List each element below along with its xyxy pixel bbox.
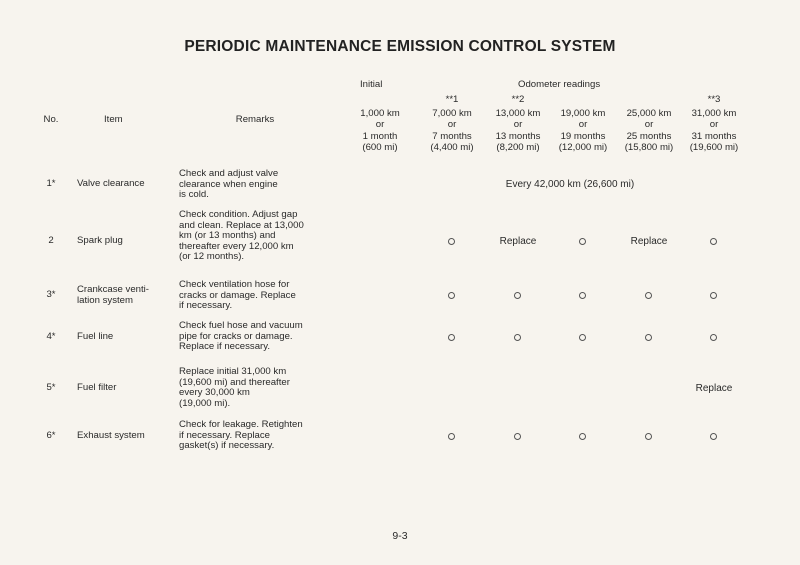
odometer-column-header	[614, 108, 684, 154]
inspect-circle-icon	[645, 334, 652, 341]
inspect-circle-icon	[448, 433, 455, 440]
row-number: 5*	[46, 382, 56, 393]
inspect-circle-icon	[448, 334, 455, 341]
row-remarks	[179, 210, 344, 263]
odometer-column-header	[548, 108, 618, 154]
odometer-header-line: 1,000 km	[360, 108, 400, 119]
inspect-circle-icon	[579, 433, 586, 440]
row-remarks	[179, 420, 344, 452]
row-number: 1*	[46, 178, 56, 189]
odometer-header-line: 25,000 km	[626, 108, 672, 119]
row-remark-line: Replace initial 31,000 km	[179, 366, 287, 377]
odometer-header-line: or	[447, 119, 457, 131]
odometer-header-line: 19 months	[560, 130, 606, 142]
row-remark-line: thereafter every 12,000 km	[179, 240, 294, 252]
column-footnote: **3	[707, 94, 721, 105]
inspect-circle-icon	[448, 292, 455, 299]
inspect-circle-icon	[579, 292, 586, 299]
inspect-circle-icon	[710, 292, 717, 299]
odometer-header-line: (8,200 mi)	[496, 142, 540, 154]
odometer-column-header	[679, 108, 749, 154]
odometer-header-line: (19,600 mi)	[689, 142, 739, 154]
row-item-line: Fuel line	[77, 331, 114, 342]
odometer-header-line: 31,000 km	[691, 108, 737, 119]
row-item-line: Crankcase venti-	[77, 283, 149, 295]
row-remark-line: Replace if necessary.	[179, 341, 271, 353]
row-remark-line: and clean. Replace at 13,000	[179, 219, 304, 231]
inspect-circle-icon	[448, 238, 455, 245]
inspect-circle-icon	[514, 334, 521, 341]
row-remark-line: Check fuel hose and vacuum	[179, 320, 303, 331]
odometer-header-line: or	[709, 119, 719, 131]
row-item	[77, 430, 177, 441]
row-number: 2	[48, 235, 54, 246]
row-item	[77, 382, 177, 393]
row-remark-line: (19,000 mi).	[179, 397, 231, 409]
inspect-circle-icon	[514, 433, 521, 440]
page-title: PERIODIC MAINTENANCE EMISSION CONTROL SYSTEM	[184, 38, 616, 55]
row-item-line: Fuel filter	[77, 382, 117, 393]
odometer-header-line: (15,800 mi)	[624, 142, 674, 154]
replace-label: Replace	[499, 236, 537, 247]
row-remarks	[179, 321, 344, 353]
header-odometer: Odometer readings	[518, 79, 601, 90]
odometer-header-line: or	[375, 119, 385, 131]
header-initial: Initial	[360, 79, 383, 90]
row-remarks	[179, 367, 344, 409]
odometer-column-header	[345, 108, 415, 154]
row-item	[77, 235, 177, 246]
row-item-line: Exhaust system	[77, 430, 145, 441]
row-remark-line: if necessary. Replace	[179, 429, 271, 441]
row-item	[77, 284, 177, 306]
row-remark-line: Check and adjust valve	[179, 168, 279, 179]
odometer-header-line: (600 mi)	[362, 142, 398, 154]
row-remark-line: Check for leakage. Retighten	[179, 419, 303, 430]
inspect-circle-icon	[514, 292, 521, 299]
odometer-column-header	[483, 108, 553, 154]
odometer-header-line: (4,400 mi)	[430, 142, 474, 154]
replace-label: Replace	[630, 236, 668, 247]
inspect-circle-icon	[579, 238, 586, 245]
row-remark-line: km (or 13 months) and	[179, 230, 276, 242]
row-item	[77, 178, 177, 189]
column-footnote: **1	[445, 94, 459, 105]
odometer-column-header	[417, 108, 487, 154]
row-remark-line: is cold.	[179, 189, 209, 201]
row-number: 3*	[46, 289, 56, 300]
row-remark-line: gasket(s) if necessary.	[179, 440, 275, 452]
row-remark-line: Check ventilation hose for	[179, 279, 290, 290]
row-remarks	[179, 280, 344, 312]
row-remark-line: if necessary.	[179, 300, 233, 312]
row-number: 6*	[46, 430, 56, 441]
row-remark-line: pipe for cracks or damage.	[179, 330, 293, 342]
inspect-circle-icon	[710, 334, 717, 341]
odometer-header-line: 13 months	[495, 130, 541, 142]
row-item-line: lation system	[77, 294, 133, 306]
replace-label: Replace	[695, 383, 733, 394]
odometer-header-line: 31 months	[691, 130, 737, 142]
row-remark-line: (19,600 mi) and thereafter	[179, 376, 290, 388]
row-remark-line: cracks or damage. Replace	[179, 289, 296, 301]
odometer-header-line: (12,000 mi)	[558, 142, 608, 154]
row-remark-line: (or 12 months).	[179, 251, 245, 263]
odometer-header-line: 19,000 km	[560, 108, 606, 119]
odometer-header-line: 25 months	[626, 130, 672, 142]
row-number: 4*	[46, 331, 56, 342]
odometer-header-line: 7,000 km	[432, 108, 472, 119]
odometer-header-line: or	[644, 119, 654, 131]
row-item-line: Valve clearance	[77, 178, 145, 189]
inspect-circle-icon	[645, 292, 652, 299]
inspect-circle-icon	[645, 433, 652, 440]
odometer-header-line: 7 months	[432, 130, 472, 142]
header-item: Item	[104, 114, 123, 125]
column-footnote: **2	[511, 94, 525, 105]
odometer-header-line: 1 month	[362, 130, 398, 142]
odometer-header-line: or	[578, 119, 588, 131]
inspect-circle-icon	[579, 334, 586, 341]
header-no: No.	[43, 114, 59, 125]
row-remark-line: every 30,000 km	[179, 387, 250, 399]
odometer-header-line: or	[513, 119, 523, 131]
page-number: 9-3	[392, 530, 408, 542]
inspect-circle-icon	[710, 433, 717, 440]
row-item	[77, 331, 177, 342]
interval-span-text: Every 42,000 km (26,600 mi)	[505, 179, 635, 190]
row-remarks	[179, 169, 344, 201]
odometer-header-line: 13,000 km	[495, 108, 541, 119]
inspect-circle-icon	[710, 238, 717, 245]
header-remarks: Remarks	[235, 114, 275, 125]
row-remark-line: clearance when engine	[179, 178, 278, 190]
row-remark-line: Check condition. Adjust gap	[179, 209, 298, 220]
row-item-line: Spark plug	[77, 235, 123, 246]
